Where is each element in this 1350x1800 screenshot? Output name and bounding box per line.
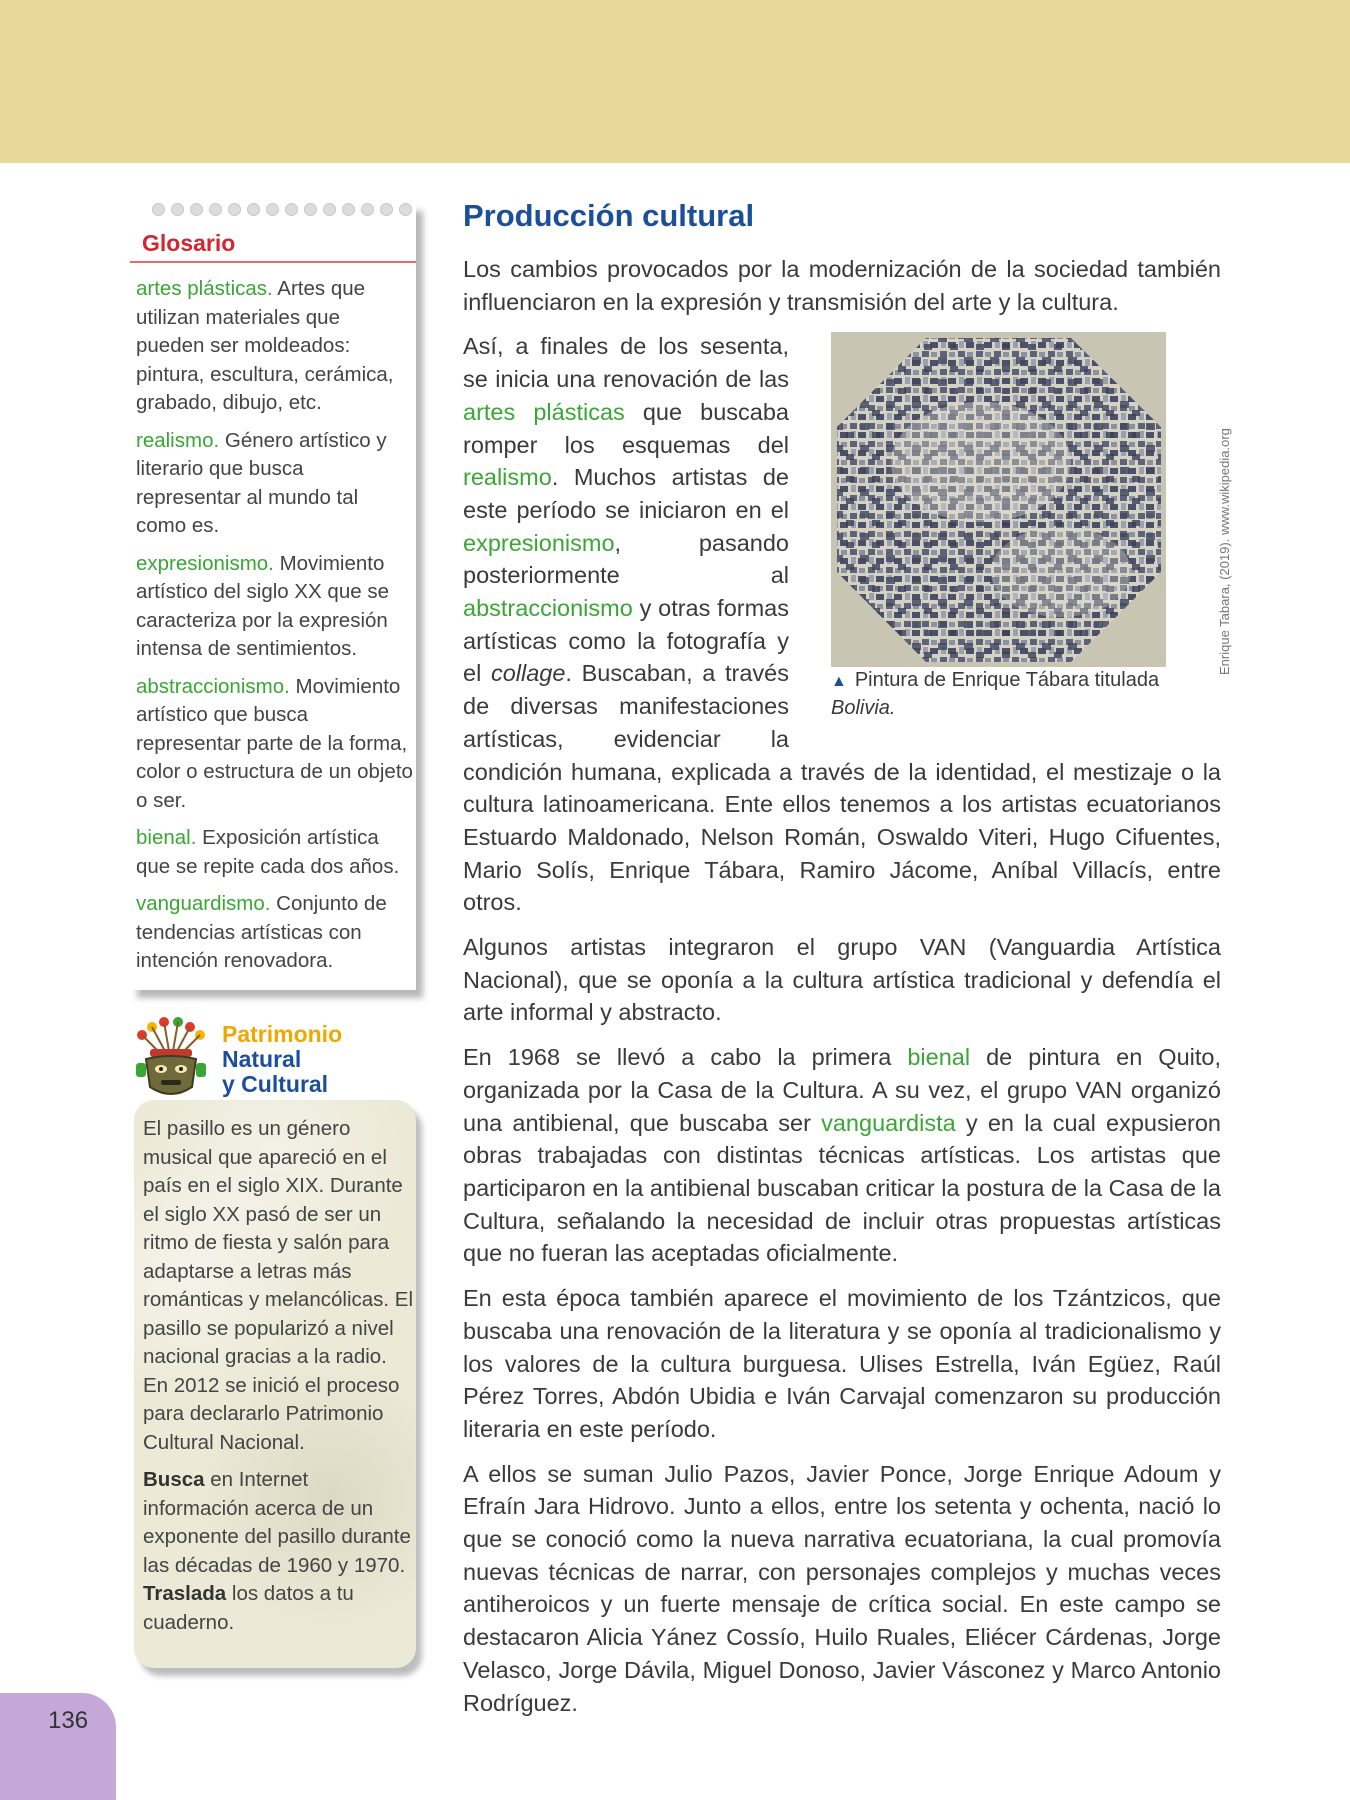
caption-text: Pintura de Enrique Tábara titulada (854, 669, 1160, 692)
article-body (463, 253, 1221, 1731)
text-run: que buscaba romper los esquemas del (463, 398, 789, 458)
glossary-entry (136, 427, 414, 541)
article-title: Producción cultural (463, 198, 755, 233)
heritage-text (143, 1115, 413, 1646)
article-paragraph (463, 1041, 1221, 1270)
text-run: En 1968 se llevó a cabo la primera (463, 1044, 908, 1071)
glossary-box (130, 203, 416, 990)
page-number: 136 (48, 1707, 89, 1734)
highlighted-term: expresionismo (463, 529, 615, 556)
glossary-definition: Movimiento artístico que busca representar parte de la forma, color o estructura de un objeto o ser. (136, 674, 413, 812)
highlighted-term: realismo (463, 464, 552, 491)
caption-title: Bolivia. (831, 697, 896, 720)
glossary-entries (136, 275, 414, 985)
glossary-term: abstraccionismo. (136, 674, 290, 698)
glossary-definition: Conjunto de tendencias artísticas con intención renovadora. (136, 892, 387, 972)
italic-term: collage (490, 660, 566, 687)
heritage-task-text: los datos a tu cuaderno. (143, 1582, 354, 1634)
text-run: y otras formas artísticas como la fotografía y el (463, 595, 789, 687)
glossary-definition: Género artístico y literario que busca representar al mundo tal como es. (136, 428, 387, 537)
painting-figure (809, 332, 1221, 744)
highlighted-term: artes plásticas (463, 398, 625, 425)
heritage-title-line-2: Natural (222, 1046, 302, 1072)
text-run: y en la cual expusieron obras trabajadas con distintas técnicas artísticas. Los artistas que participaron en la antibienal buscaban criticar la postura de la Casa de la Cultura, señalando la necesidad de incluir otras propuestas artísticas que no fueran las aceptadas oficialmente. (463, 1109, 1221, 1267)
text-run: de pintura en Quito, organizada por la Casa de la Cultura. A su vez, el grupo VAN organizó una antibienal, que buscaba ser (463, 1044, 1221, 1136)
heritage-task-verb: Busca (143, 1468, 205, 1491)
glossary-definition: Exposición artística que se repite cada dos años. (136, 826, 400, 878)
heritage-task-text: en Internet información acerca de un exponente del pasillo durante las décadas de 1960 y 1970. (143, 1468, 411, 1577)
glossary-term: bienal. (136, 826, 197, 849)
heritage-title-line-3: y Cultural (222, 1071, 329, 1097)
glossary-divider (130, 261, 416, 263)
glossary-term: expresionismo. (136, 551, 274, 575)
glossary-title: Glosario (142, 230, 236, 256)
glossary-definition: Movimiento artístico del siglo XX que se caracteriza por la expresión intensa de sentimientos. (136, 551, 389, 660)
highlighted-term: bienal (907, 1044, 971, 1071)
image-credit: Enrique Tabara, (2019). www.wikipedia.org (1217, 428, 1232, 675)
article-paragraph: A ellos se suman Julio Pazos, Javier Ponce, Jorge Enrique Adoum y Efraín Jara Hidrovo. Junto a ellos, entre los setenta y ochenta, nació lo que se conoció como la nueva narrativa ecuatoriana, la cual promovía nuevas técnicas de narrar, con personajes complejos y muchas veces antiheroicos y un fuerte mensaje de crítica social. En este campo se destacaron Alicia Yánez Cossío, Huilo Ruales, Eliécer Cárdenas, Jorge Velasco, Jorge Dávila, Miguel Donoso, Javier Vásconez y Marco Antonio Rodríguez. (463, 1460, 1221, 1716)
text-run: . Muchos artistas de este período se iniciaron en el (463, 464, 789, 523)
heritage-title-line-1: Patrimonio (222, 1021, 343, 1047)
heritage-paragraph: El pasillo es un género musical que apareció en el país en el siglo XIX. Durante el siglo XX pasó de ser un ritmo de fiesta y salón para adaptarse a letras más románticas y melancólicas. El pasillo se popularizó a nivel nacional gracias a la radio. En 2012 se inició el proceso para declararlo Patrimonio Cultural Nacional. (143, 1117, 414, 1454)
glossary-entry (136, 550, 414, 664)
heritage-mask-icon (128, 1015, 214, 1103)
glossary-entry (136, 824, 414, 881)
heritage-title (222, 1022, 342, 1097)
highlighted-term: vanguardista (821, 1109, 956, 1136)
heritage-task-verb: Traslada (143, 1582, 227, 1605)
article-paragraph: Los cambios provocados por la modernización de la sociedad también influenciaron en la expresión y transmisión del arte y la cultura. (463, 256, 1221, 315)
glossary-term: realismo. (136, 428, 220, 452)
text-run: . Buscaban, a través de diversas manifestaciones artísticas, evidenciar la condición humana, explicada a través de la identidad, el mestizaje o la cultura latinoamericana. Ente ellos tenemos a los artistas ecuatorianos Estuardo Maldonado, Nelson Román, Oswaldo Viteri, Hugo Cifuentes, Mario Solís, Enrique Tábara, Ramiro Jácome, Aníbal Villacís, entre otros. (463, 660, 1221, 916)
glossary-term: vanguardismo. (136, 892, 271, 915)
top-header-band (0, 0, 1350, 163)
painting-image (831, 332, 1166, 667)
highlighted-term: abstraccionismo (463, 595, 633, 622)
text-run: , pasando posteriormente al (463, 529, 789, 589)
heritage-task (143, 1466, 413, 1637)
notebook-rings (152, 203, 418, 217)
glossary-entry (136, 275, 414, 418)
figure-caption (831, 667, 1191, 722)
glossary-term: artes plásticas. (136, 277, 273, 300)
glossary-definition: Artes que utilizan materiales que pueden ser moldeados: pintura, escultura, cerámica, grabado, dibujo, etc. (136, 277, 394, 414)
caption-triangle-icon: ▲ (831, 673, 847, 691)
text-run: Así, a finales de los sesenta, se inicia una renovación de las (463, 333, 789, 393)
glossary-entry (136, 890, 414, 976)
article-paragraph: En esta época también aparece el movimiento de los Tzántzicos, que buscaba una renovación de la literatura y se oponía al tradicionalismo y los valores de la cultura burguesa. Ulises Estrella, Iván Egüez, Raúl Pérez Torres, Abdón Ubidia e Iván Carvajal comenzaron su producción literaria en este período. (463, 1285, 1221, 1442)
article-paragraph: Algunos artistas integraron el grupo VAN (Vanguardia Artística Nacional), que se oponía a la cultura artística tradicional y defendía el arte informal y abstracto. (463, 934, 1221, 1026)
glossary-entry (136, 673, 414, 816)
